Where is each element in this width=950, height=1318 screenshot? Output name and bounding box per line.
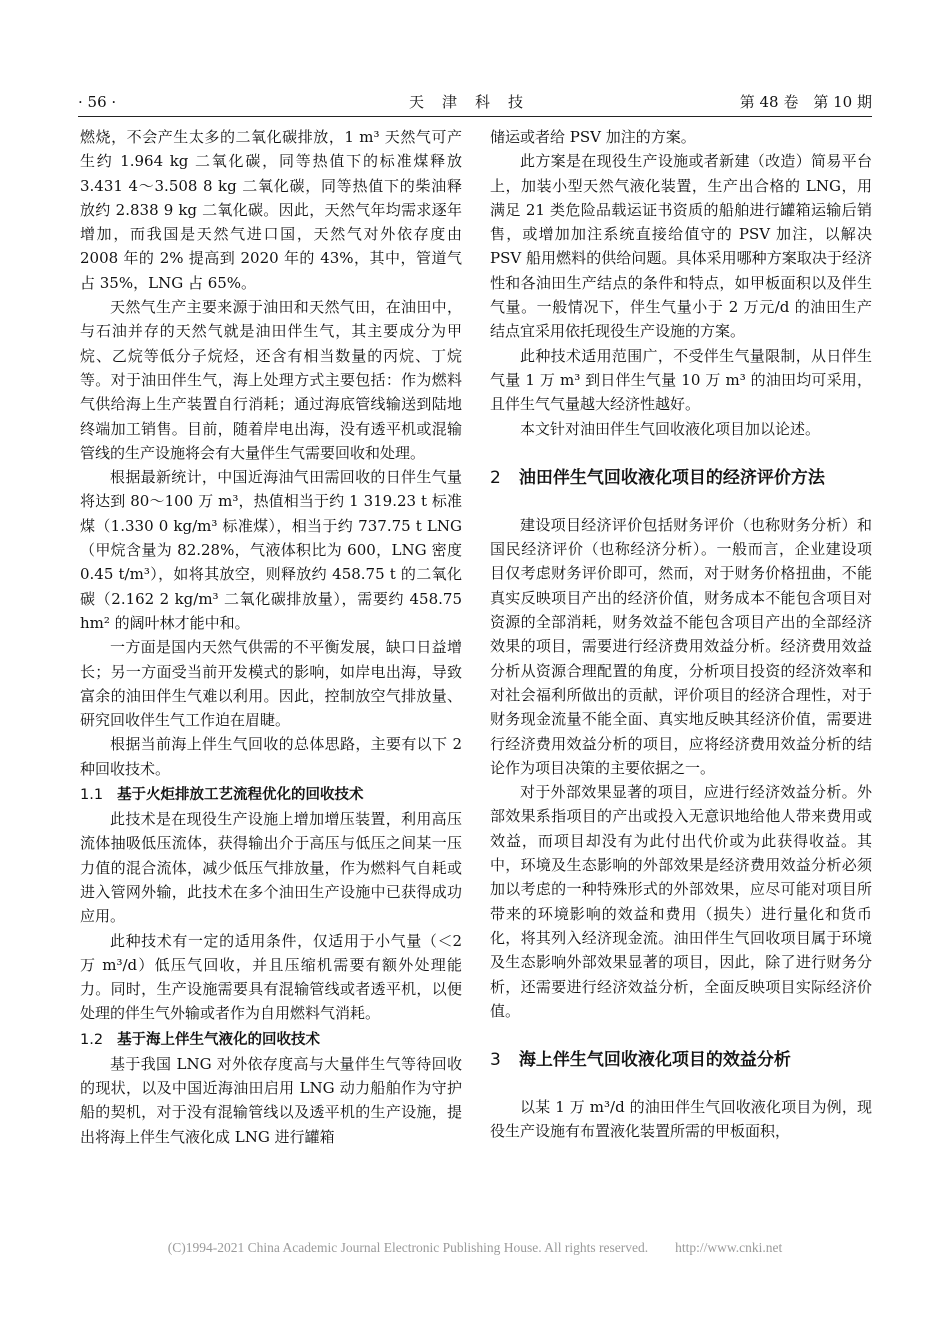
subsection-number: 1.2 bbox=[80, 1031, 104, 1048]
section-title: 海上伴生气回收液化项目的效益分析 bbox=[518, 1050, 791, 1071]
paragraph: 此方案是在现役生产设施或者新建（改造）简易平台上，加装小型天然气液化装置，生产出合格的 LNG，用满足 21 类危险品载运证书资质的船舶进行罐箱运输后销售，或增加加注系统直接给值守的 PSV 加注，以解决 PSV 船用燃料的供给问题。具体采用哪种方案取决于经济性和各油田生产结点的条件和特点，如甲板面积以及伴生气量。一般情况下，伴生气量小于 2 万元/d 的油田生产结点宜采用依托现役生产设施的方案。 bbox=[490, 152, 872, 341]
paragraph: 根据当前海上伴生气回收的总体思路，主要有以下 2 种回收技术。 bbox=[80, 735, 462, 778]
section-heading-2 bbox=[490, 465, 872, 491]
subsection-title: 基于海上伴生气液化的回收技术 bbox=[117, 1031, 321, 1048]
section-number: 3 bbox=[490, 1050, 501, 1071]
subsection-title: 基于火炬排放工艺流程优化的回收技术 bbox=[117, 787, 364, 804]
paragraph: 此种技术有一定的适用条件，仅适用于小气量（＜2 万 m³/d）低压气回收，并且压缩机需要有额外处理能力。同时，生产设施需要具有混输管线或者透平机，以便处理的伴生气外输或者作为自用燃料气消耗。 bbox=[80, 931, 462, 1023]
paragraph: 建设项目经济评价包括财务评价（也称财务分析）和国民经济评价（也称经济分析）。一般而言，企业建设项目仅考虑财务评价即可，然而，对于财务价格扭曲，不能真实反映项目产出的经济价值，财务成本不能包含项目对资源的全部消耗，财务效益不能包含项目产出的全部经济效果的项目，需要进行经济费用效益分析。经济费用效益分析从资源合理配置的角度，分析项目投资的经济效率和对社会福利所做出的贡献，评价项目的经济合理性，对于财务现金流量不能全面、真实地反映其经济价值，需要进行经济费用效益分析的项目，应将经济费用效益分析的结论作为项目决策的主要依据之一。 bbox=[490, 515, 872, 777]
issue-info: 第 48 卷 第 10 期 bbox=[739, 93, 872, 111]
paragraph: 一方面是国内天然气供需的不平衡发展，缺口日益增长；另一方面受当前开发模式的影响，如岸电出海，导致富余的油田伴生气难以利用。因此，控制放空气排放量、研究回收伴生气工作迫在眉睫。 bbox=[80, 638, 462, 730]
paragraph: 天然气生产主要来源于油田和天然气田，在油田中，与石油并存的天然气就是油田伴生气，其主要成分为甲烷、乙烷等低分子烷烃，还含有相当数量的丙烷、丁烷等。对于油田伴生气，海上处理方式主要包括：作为燃料气供给海上生产装置自行消耗；通过海底管线输送到陆地终端加工销售。目前，随着岸电出海，没有透平机或混输管线的生产设施将会有大量伴生气需要回收和处理。 bbox=[80, 298, 462, 462]
section-heading-3 bbox=[490, 1047, 872, 1073]
paragraph: 基于我国 LNG 对外依存度高与大量伴生气等待回收的现状，以及中国近海油田启用 LNG 动力船舶作为守护船的契机，对于没有混输管线以及透平机的生产设施，提出将海上伴生气液化成 LNG 进行罐箱 bbox=[80, 1054, 462, 1146]
paragraph: 此种技术适用范围广，不受伴生气量限制，从日伴生气量 1 万 m³ 到日伴生气量 10 万 m³ 的油田均可采用，且伴生气气量越大经济性越好。 bbox=[490, 346, 872, 414]
paragraph: 本文针对油田伴生气回收液化项目加以论述。 bbox=[520, 419, 821, 438]
paragraph: 对于外部效果显著的项目，应进行经济效益分析。外部效果系指项目的产出或投入无意识地给他人带来费用或效益，而项目却没有为此付出代价或为此获得收益。其中，环境及生态影响的外部效果是经济费用效益分析必须加以考虑的一种特殊形式的外部效果，应尽可能对项目所带来的环境影响的效益和费用（损失）进行量化和货币化，将其列入经济现金流。油田伴生气回收项目属于环境及生态影响外部效果显著的项目，因此，除了进行财务分析，还需要进行经济效益分析，全面反映项目实际经济价值。 bbox=[490, 783, 872, 1020]
left-column bbox=[80, 125, 462, 1149]
paragraph: 根据最新统计，中国近海油气田需回收的日伴生气量将达到 80～100 万 m³，热值相当于约 1 319.23 t 标准煤（1.330 0 kg/m³ 标准煤），相当于约 737.75 t LNG（甲烷含量为 82.28%，气液体积比为 600，LNG 密度 0.45 t/m³），如将其放空，则释放约 458.75 t 的二氧化碳（2.162 2 kg/m³ 二氧化碳排放量），需要约 458.75 hm² 的阔叶林才能中和。 bbox=[80, 468, 462, 632]
section-number: 2 bbox=[490, 467, 501, 488]
paragraph: 此技术是在现役生产设施上增加增压装置，利用高压流体抽吸低压流体，获得输出介于高压与低压之间某一压力值的混合流体，减少低压气排放量，作为燃料气自耗或进入管网外输，此技术在多个油田生产设施中已获得成功应用。 bbox=[80, 810, 462, 926]
subsection-heading-1-2 bbox=[80, 1028, 462, 1052]
subsection-number: 1.1 bbox=[80, 787, 104, 804]
journal-name: 天津科技 bbox=[408, 93, 541, 111]
header-rule bbox=[78, 116, 872, 117]
copyright-footer: (C)1994-2021 China Academic Journal Electronic Publishing House. All rights reserved. http://www.cnki.net bbox=[167, 1240, 783, 1255]
paragraph: 燃烧，不会产生太多的二氧化碳排放，1 m³ 天然气可产生约 1.964 kg 二氧化碳，同等热值下的标准煤释放 3.431 4～3.508 8 kg 二氧化碳，同等热值下的柴油释放约 2.838 9 kg 二氧化碳。因此，天然气年均需求逐年增加，而我国是天然气进口国，天然气对外依存度由 2008 年的 2% 提高到 2020 年的 43%，其中，管道气占 35%，LNG 占 65%。 bbox=[80, 128, 462, 292]
right-column bbox=[490, 125, 872, 1144]
section-title: 油田伴生气回收液化项目的经济评价方法 bbox=[518, 467, 825, 488]
page-number: · 56 · bbox=[78, 93, 117, 111]
paragraph: 以某 1 万 m³/d 的油田伴生气回收液化项目为例，现役生产设施有布置液化装置所需的甲板面积， bbox=[490, 1098, 872, 1141]
paragraph: 储运或者给 PSV 加注的方案。 bbox=[490, 128, 696, 146]
running-header bbox=[78, 90, 872, 114]
subsection-heading-1-1 bbox=[80, 783, 462, 807]
